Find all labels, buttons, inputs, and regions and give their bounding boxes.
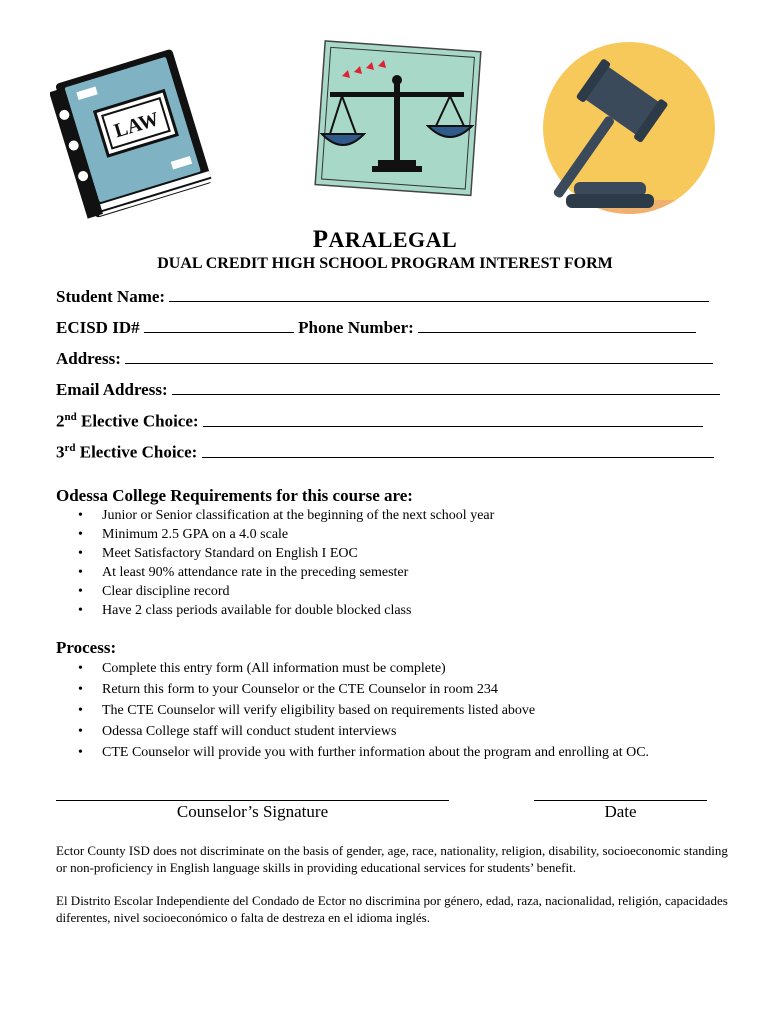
requirements-heading: Odessa College Requirements for this course are:	[56, 486, 413, 505]
counselor-signature-label: Counselor’s Signature	[176, 802, 329, 821]
email-line[interactable]	[172, 380, 720, 395]
address-line[interactable]	[125, 349, 713, 364]
list-item: • At least 90% attendance rate in the preceding semester	[58, 563, 494, 582]
address-field[interactable]: Address:	[56, 349, 713, 369]
ecisd-id-line[interactable]	[144, 318, 294, 333]
list-item: • Minimum 2.5 GPA on a 4.0 scale	[58, 525, 494, 544]
law-book-icon	[50, 40, 225, 225]
email-field[interactable]: Email Address:	[56, 380, 720, 400]
counselor-signature-line[interactable]	[56, 800, 449, 801]
list-item: • Clear discipline record	[58, 582, 494, 601]
requirements-list	[58, 506, 494, 620]
list-item: • CTE Counselor will provide you with further information about the program and enrolling at OC.	[58, 742, 649, 763]
list-item: • Junior or Senior classification at the beginning of the next school year	[58, 506, 494, 525]
elective-2-field[interactable]: 2nd Elective Choice:	[56, 411, 703, 432]
student-name-field[interactable]: Student Name:	[56, 287, 709, 307]
elective-3-line[interactable]	[202, 443, 714, 458]
list-item: • Complete this entry form (All information must be complete)	[58, 658, 649, 679]
list-item: • Have 2 class periods available for double blocked class	[58, 601, 494, 620]
list-item: • Return this form to your Counselor or the CTE Counselor in room 234	[58, 679, 649, 700]
date-label: Date	[604, 802, 637, 821]
scales-of-justice-icon	[300, 38, 490, 203]
ecisd-phone-row: ECISD ID# Phone Number:	[56, 318, 696, 338]
date-line[interactable]	[534, 800, 707, 801]
nondiscrimination-notice-en: Ector County ISD does not discriminate on the basis of gender, age, race, nationality, religion, disability, socioeconomic standing or non-proficiency in English language skills in providing educational services for students’ benefit.	[56, 843, 728, 875]
list-item: • The CTE Counselor will verify eligibility based on requirements listed above	[58, 700, 649, 721]
phone-line[interactable]	[418, 318, 696, 333]
form-subtitle: DUAL CREDIT HIGH SCHOOL PROGRAM INTEREST FORM	[157, 255, 613, 272]
list-item: • Meet Satisfactory Standard on English I EOC	[58, 544, 494, 563]
page-title: PARALEGAL	[312, 226, 458, 253]
student-name-line[interactable]	[169, 287, 709, 302]
list-item: • Odessa College staff will conduct student interviews	[58, 721, 649, 742]
nondiscrimination-notice-es: El Distrito Escolar Independiente del Condado de Ector no discrimina por género, edad, raza, nacionalidad, religión, capacidades diferentes, nivel socioeconómico o falta de destreza en el idioma inglés.	[56, 893, 728, 925]
book-label: LAW	[111, 108, 162, 143]
elective-2-line[interactable]	[203, 412, 703, 427]
process-heading: Process:	[56, 638, 117, 657]
elective-3-field[interactable]: 3rd Elective Choice:	[56, 442, 714, 463]
gavel-icon	[538, 40, 720, 220]
process-list	[58, 658, 649, 763]
